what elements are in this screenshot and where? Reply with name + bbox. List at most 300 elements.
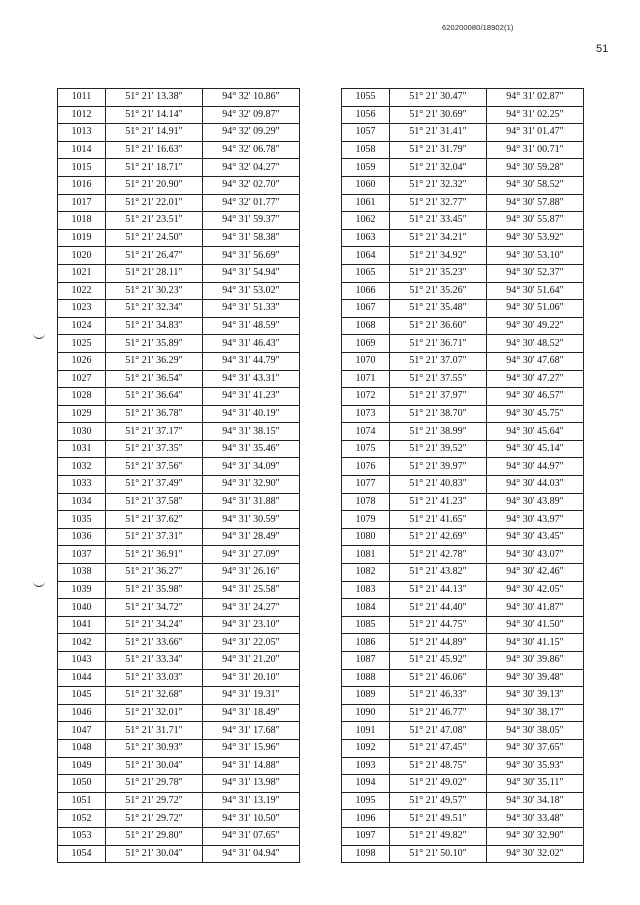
point-number-cell: 1064: [342, 247, 390, 265]
table-row: [342, 229, 584, 247]
point-number-cell: 1092: [342, 739, 390, 757]
longitude-cell: 94° 30' 44.97": [487, 458, 584, 476]
latitude-cell: 51° 21' 39.97": [390, 458, 487, 476]
table-row: [342, 141, 584, 159]
table-row: [342, 388, 584, 406]
table-row: [58, 440, 300, 458]
longitude-cell: 94° 31' 20.10": [203, 669, 300, 687]
table-row: [58, 229, 300, 247]
table-row: [342, 124, 584, 142]
point-number-cell: 1026: [58, 352, 106, 370]
table-row: [342, 300, 584, 318]
table-row: [342, 775, 584, 793]
table-row: [342, 335, 584, 353]
longitude-cell: 94° 30' 35.11": [487, 775, 584, 793]
latitude-cell: 51° 21' 32.34": [106, 300, 203, 318]
latitude-cell: 51° 21' 49.02": [390, 775, 487, 793]
latitude-cell: 51° 21' 33.66": [106, 634, 203, 652]
point-number-cell: 1066: [342, 282, 390, 300]
longitude-cell: 94° 31' 46.43": [203, 335, 300, 353]
table-row: [58, 652, 300, 670]
latitude-cell: 51° 21' 32.68": [106, 687, 203, 705]
point-number-cell: 1016: [58, 176, 106, 194]
table-row: [58, 669, 300, 687]
table-row: [342, 704, 584, 722]
longitude-cell: 94° 31' 22.05": [203, 634, 300, 652]
latitude-cell: 51° 21' 37.17": [106, 423, 203, 441]
point-number-cell: 1011: [58, 89, 106, 107]
table-row: [342, 581, 584, 599]
longitude-cell: 94° 30' 45.14": [487, 440, 584, 458]
table-row: [342, 739, 584, 757]
longitude-cell: 94° 31' 35.46": [203, 440, 300, 458]
latitude-cell: 51° 21' 30.47": [390, 89, 487, 107]
latitude-cell: 51° 21' 32.32": [390, 176, 487, 194]
table-row: [58, 194, 300, 212]
table-row: [58, 264, 300, 282]
longitude-cell: 94° 30' 53.92": [487, 229, 584, 247]
table-row: [58, 792, 300, 810]
latitude-cell: 51° 21' 28.11": [106, 264, 203, 282]
latitude-cell: 51° 21' 36.60": [390, 317, 487, 335]
latitude-cell: 51° 21' 38.70": [390, 405, 487, 423]
point-number-cell: 1081: [342, 546, 390, 564]
point-number-cell: 1097: [342, 827, 390, 845]
table-row: [342, 599, 584, 617]
table-row: [342, 564, 584, 582]
longitude-cell: 94° 31' 23.10": [203, 616, 300, 634]
latitude-cell: 51° 21' 37.97": [390, 388, 487, 406]
latitude-cell: 51° 21' 37.55": [390, 370, 487, 388]
longitude-cell: 94° 30' 51.64": [487, 282, 584, 300]
point-number-cell: 1069: [342, 335, 390, 353]
longitude-cell: 94° 31' 13.98": [203, 775, 300, 793]
latitude-cell: 51° 21' 30.04": [106, 757, 203, 775]
longitude-cell: 94° 31' 01.47": [487, 124, 584, 142]
point-number-cell: 1071: [342, 370, 390, 388]
point-number-cell: 1083: [342, 581, 390, 599]
longitude-cell: 94° 30' 38.17": [487, 704, 584, 722]
table-row: [342, 352, 584, 370]
latitude-cell: 51° 21' 42.69": [390, 528, 487, 546]
longitude-cell: 94° 31' 02.87": [487, 89, 584, 107]
point-number-cell: 1040: [58, 599, 106, 617]
latitude-cell: 51° 21' 34.21": [390, 229, 487, 247]
longitude-cell: 94° 30' 53.10": [487, 247, 584, 265]
longitude-cell: 94° 32' 02.70": [203, 176, 300, 194]
longitude-cell: 94° 30' 43.97": [487, 511, 584, 529]
latitude-cell: 51° 21' 47.08": [390, 722, 487, 740]
longitude-cell: 94° 31' 54.94": [203, 264, 300, 282]
latitude-cell: 51° 21' 34.92": [390, 247, 487, 265]
table-row: [58, 282, 300, 300]
table-row: [342, 264, 584, 282]
latitude-cell: 51° 21' 30.93": [106, 739, 203, 757]
latitude-cell: 51° 21' 47.45": [390, 739, 487, 757]
longitude-cell: 94° 30' 32.90": [487, 827, 584, 845]
binding-mark: [33, 581, 45, 587]
point-number-cell: 1061: [342, 194, 390, 212]
point-number-cell: 1019: [58, 229, 106, 247]
longitude-cell: 94° 31' 10.50": [203, 810, 300, 828]
point-number-cell: 1057: [342, 124, 390, 142]
latitude-cell: 51° 21' 37.49": [106, 476, 203, 494]
longitude-cell: 94° 31' 24.27": [203, 599, 300, 617]
latitude-cell: 51° 21' 50.10": [390, 845, 487, 863]
table-row: [58, 687, 300, 705]
latitude-cell: 51° 21' 34.24": [106, 616, 203, 634]
point-number-cell: 1056: [342, 106, 390, 124]
longitude-cell: 94° 31' 38.15": [203, 423, 300, 441]
latitude-cell: 51° 21' 37.07": [390, 352, 487, 370]
table-row: [58, 476, 300, 494]
table-row: [58, 124, 300, 142]
point-number-cell: 1084: [342, 599, 390, 617]
latitude-cell: 51° 21' 26.47": [106, 247, 203, 265]
table-row: [58, 89, 300, 107]
longitude-cell: 94° 31' 00.71": [487, 141, 584, 159]
longitude-cell: 94° 30' 33.48": [487, 810, 584, 828]
latitude-cell: 51° 21' 29.72": [106, 810, 203, 828]
latitude-cell: 51° 21' 23.51": [106, 212, 203, 230]
longitude-cell: 94° 30' 42.46": [487, 564, 584, 582]
latitude-cell: 51° 21' 36.71": [390, 335, 487, 353]
table-row: [342, 212, 584, 230]
longitude-cell: 94° 31' 13.19": [203, 792, 300, 810]
longitude-cell: 94° 30' 41.50": [487, 616, 584, 634]
point-number-cell: 1087: [342, 652, 390, 670]
point-number-cell: 1062: [342, 212, 390, 230]
table-row: [342, 476, 584, 494]
point-number-cell: 1033: [58, 476, 106, 494]
latitude-cell: 51° 21' 14.91": [106, 124, 203, 142]
table-row: [58, 423, 300, 441]
longitude-cell: 94° 30' 43.07": [487, 546, 584, 564]
latitude-cell: 51° 21' 31.79": [390, 141, 487, 159]
table-row: [342, 194, 584, 212]
table-row: [58, 388, 300, 406]
table-row: [342, 528, 584, 546]
latitude-cell: 51° 21' 36.27": [106, 564, 203, 582]
latitude-cell: 51° 21' 32.01": [106, 704, 203, 722]
table-row: [58, 458, 300, 476]
latitude-cell: 51° 21' 31.41": [390, 124, 487, 142]
table-row: [58, 581, 300, 599]
longitude-cell: 94° 31' 44.79": [203, 352, 300, 370]
longitude-cell: 94° 30' 39.13": [487, 687, 584, 705]
point-number-cell: 1093: [342, 757, 390, 775]
point-number-cell: 1074: [342, 423, 390, 441]
table-row: [58, 827, 300, 845]
longitude-cell: 94° 32' 01.77": [203, 194, 300, 212]
latitude-cell: 51° 21' 46.77": [390, 704, 487, 722]
point-number-cell: 1082: [342, 564, 390, 582]
point-number-cell: 1020: [58, 247, 106, 265]
latitude-cell: 51° 21' 36.91": [106, 546, 203, 564]
latitude-cell: 51° 21' 22.01": [106, 194, 203, 212]
longitude-cell: 94° 31' 17.68": [203, 722, 300, 740]
latitude-cell: 51° 21' 36.54": [106, 370, 203, 388]
longitude-cell: 94° 31' 48.59": [203, 317, 300, 335]
longitude-cell: 94° 30' 43.89": [487, 493, 584, 511]
longitude-cell: 94° 30' 59.28": [487, 159, 584, 177]
longitude-cell: 94° 32' 06.78": [203, 141, 300, 159]
table-row: [58, 106, 300, 124]
longitude-cell: 94° 30' 57.88": [487, 194, 584, 212]
latitude-cell: 51° 21' 13.38": [106, 89, 203, 107]
latitude-cell: 51° 21' 32.04": [390, 159, 487, 177]
longitude-cell: 94° 31' 28.49": [203, 528, 300, 546]
latitude-cell: 51° 21' 46.06": [390, 669, 487, 687]
latitude-cell: 51° 21' 42.78": [390, 546, 487, 564]
longitude-cell: 94° 31' 34.09": [203, 458, 300, 476]
point-number-cell: 1054: [58, 845, 106, 863]
longitude-cell: 94° 31' 56.69": [203, 247, 300, 265]
table-row: [58, 810, 300, 828]
longitude-cell: 94° 31' 27.09": [203, 546, 300, 564]
point-number-cell: 1068: [342, 317, 390, 335]
longitude-cell: 94° 31' 14.88": [203, 757, 300, 775]
longitude-cell: 94° 30' 39.48": [487, 669, 584, 687]
point-number-cell: 1075: [342, 440, 390, 458]
table-row: [58, 159, 300, 177]
latitude-cell: 51° 21' 34.72": [106, 599, 203, 617]
longitude-cell: 94° 32' 10.86": [203, 89, 300, 107]
table-row: [58, 564, 300, 582]
longitude-cell: 94° 30' 41.87": [487, 599, 584, 617]
latitude-cell: 51° 21' 41.23": [390, 493, 487, 511]
longitude-cell: 94° 30' 38.05": [487, 722, 584, 740]
longitude-cell: 94° 31' 53.02": [203, 282, 300, 300]
longitude-cell: 94° 30' 45.75": [487, 405, 584, 423]
table-row: [342, 405, 584, 423]
point-number-cell: 1014: [58, 141, 106, 159]
point-number-cell: 1078: [342, 493, 390, 511]
point-number-cell: 1041: [58, 616, 106, 634]
point-number-cell: 1077: [342, 476, 390, 494]
longitude-cell: 94° 31' 21.20": [203, 652, 300, 670]
point-number-cell: 1022: [58, 282, 106, 300]
longitude-cell: 94° 30' 52.37": [487, 264, 584, 282]
latitude-cell: 51° 21' 37.35": [106, 440, 203, 458]
longitude-cell: 94° 30' 51.06": [487, 300, 584, 318]
longitude-cell: 94° 30' 42.05": [487, 581, 584, 599]
point-number-cell: 1094: [342, 775, 390, 793]
table-row: [342, 247, 584, 265]
table-row: [58, 757, 300, 775]
latitude-cell: 51° 21' 46.33": [390, 687, 487, 705]
longitude-cell: 94° 30' 43.45": [487, 528, 584, 546]
table-row: [342, 159, 584, 177]
longitude-cell: 94° 31' 31.88": [203, 493, 300, 511]
latitude-cell: 51° 21' 32.77": [390, 194, 487, 212]
longitude-cell: 94° 31' 58.38": [203, 229, 300, 247]
latitude-cell: 51° 21' 37.62": [106, 511, 203, 529]
latitude-cell: 51° 21' 44.75": [390, 616, 487, 634]
table-row: [342, 423, 584, 441]
table-row: [342, 546, 584, 564]
latitude-cell: 51° 21' 33.45": [390, 212, 487, 230]
table-row: [58, 845, 300, 863]
latitude-cell: 51° 21' 38.99": [390, 423, 487, 441]
point-number-cell: 1091: [342, 722, 390, 740]
point-number-cell: 1049: [58, 757, 106, 775]
point-number-cell: 1076: [342, 458, 390, 476]
point-number-cell: 1042: [58, 634, 106, 652]
latitude-cell: 51° 21' 49.57": [390, 792, 487, 810]
latitude-cell: 51° 21' 44.13": [390, 581, 487, 599]
latitude-cell: 51° 21' 48.75": [390, 757, 487, 775]
point-number-cell: 1065: [342, 264, 390, 282]
point-number-cell: 1096: [342, 810, 390, 828]
point-number-cell: 1045: [58, 687, 106, 705]
latitude-cell: 51° 21' 36.64": [106, 388, 203, 406]
point-number-cell: 1034: [58, 493, 106, 511]
coordinate-table-right: [341, 88, 584, 863]
latitude-cell: 51° 21' 44.89": [390, 634, 487, 652]
latitude-cell: 51° 21' 41.65": [390, 511, 487, 529]
point-number-cell: 1017: [58, 194, 106, 212]
latitude-cell: 51° 21' 49.82": [390, 827, 487, 845]
latitude-cell: 51° 21' 30.69": [390, 106, 487, 124]
point-number-cell: 1018: [58, 212, 106, 230]
longitude-cell: 94° 31' 07.65": [203, 827, 300, 845]
longitude-cell: 94° 30' 45.64": [487, 423, 584, 441]
point-number-cell: 1053: [58, 827, 106, 845]
latitude-cell: 51° 21' 20.90": [106, 176, 203, 194]
latitude-cell: 51° 21' 29.80": [106, 827, 203, 845]
point-number-cell: 1037: [58, 546, 106, 564]
point-number-cell: 1088: [342, 669, 390, 687]
point-number-cell: 1070: [342, 352, 390, 370]
table-row: [342, 106, 584, 124]
table-row: [342, 722, 584, 740]
table-row: [58, 405, 300, 423]
point-number-cell: 1012: [58, 106, 106, 124]
point-number-cell: 1050: [58, 775, 106, 793]
point-number-cell: 1085: [342, 616, 390, 634]
table-row: [58, 300, 300, 318]
longitude-cell: 94° 30' 39.86": [487, 652, 584, 670]
table-row: [58, 634, 300, 652]
latitude-cell: 51° 21' 37.31": [106, 528, 203, 546]
point-number-cell: 1025: [58, 335, 106, 353]
longitude-cell: 94° 30' 55.87": [487, 212, 584, 230]
point-number-cell: 1079: [342, 511, 390, 529]
point-number-cell: 1032: [58, 458, 106, 476]
latitude-cell: 51° 21' 36.78": [106, 405, 203, 423]
longitude-cell: 94° 31' 59.37": [203, 212, 300, 230]
longitude-cell: 94° 32' 04.27": [203, 159, 300, 177]
latitude-cell: 51° 21' 40.83": [390, 476, 487, 494]
longitude-cell: 94° 31' 32.90": [203, 476, 300, 494]
latitude-cell: 51° 21' 35.48": [390, 300, 487, 318]
latitude-cell: 51° 21' 30.23": [106, 282, 203, 300]
table-row: [342, 176, 584, 194]
table-row: [342, 827, 584, 845]
latitude-cell: 51° 21' 35.23": [390, 264, 487, 282]
latitude-cell: 51° 21' 16.63": [106, 141, 203, 159]
table-row: [58, 176, 300, 194]
point-number-cell: 1055: [342, 89, 390, 107]
point-number-cell: 1048: [58, 739, 106, 757]
table-row: [58, 335, 300, 353]
longitude-cell: 94° 31' 02.25": [487, 106, 584, 124]
point-number-cell: 1039: [58, 581, 106, 599]
table-row: [342, 845, 584, 863]
latitude-cell: 51° 21' 29.72": [106, 792, 203, 810]
point-number-cell: 1052: [58, 810, 106, 828]
longitude-cell: 94° 30' 32.02": [487, 845, 584, 863]
longitude-cell: 94° 32' 09.29": [203, 124, 300, 142]
point-number-cell: 1063: [342, 229, 390, 247]
longitude-cell: 94° 30' 37.65": [487, 739, 584, 757]
latitude-cell: 51° 21' 36.29": [106, 352, 203, 370]
table-row: [342, 687, 584, 705]
longitude-cell: 94° 30' 34.18": [487, 792, 584, 810]
longitude-cell: 94° 30' 48.52": [487, 335, 584, 353]
latitude-cell: 51° 21' 31.71": [106, 722, 203, 740]
longitude-cell: 94° 31' 26.16": [203, 564, 300, 582]
latitude-cell: 51° 21' 35.26": [390, 282, 487, 300]
longitude-cell: 94° 30' 58.52": [487, 176, 584, 194]
table-row: [342, 317, 584, 335]
latitude-cell: 51° 21' 14.14": [106, 106, 203, 124]
table-row: [58, 528, 300, 546]
point-number-cell: 1086: [342, 634, 390, 652]
table-row: [342, 810, 584, 828]
table-row: [58, 704, 300, 722]
point-number-cell: 1072: [342, 388, 390, 406]
longitude-cell: 94° 31' 25.58": [203, 581, 300, 599]
longitude-cell: 94° 32' 09.87": [203, 106, 300, 124]
table-row: [342, 440, 584, 458]
table-row: [342, 370, 584, 388]
latitude-cell: 51° 21' 37.58": [106, 493, 203, 511]
longitude-cell: 94° 31' 43.31": [203, 370, 300, 388]
latitude-cell: 51° 21' 45.92": [390, 652, 487, 670]
latitude-cell: 51° 21' 24.50": [106, 229, 203, 247]
point-number-cell: 1015: [58, 159, 106, 177]
latitude-cell: 51° 21' 30.04": [106, 845, 203, 863]
coordinate-table-left: [57, 88, 300, 863]
longitude-cell: 94° 30' 47.27": [487, 370, 584, 388]
latitude-cell: 51° 21' 39.52": [390, 440, 487, 458]
table-row: [58, 370, 300, 388]
longitude-cell: 94° 31' 19.31": [203, 687, 300, 705]
table-row: [58, 775, 300, 793]
point-number-cell: 1013: [58, 124, 106, 142]
table-row: [58, 599, 300, 617]
point-number-cell: 1044: [58, 669, 106, 687]
point-number-cell: 1095: [342, 792, 390, 810]
table-row: [58, 546, 300, 564]
table-row: [58, 352, 300, 370]
latitude-cell: 51° 21' 43.82": [390, 564, 487, 582]
table-row: [58, 247, 300, 265]
point-number-cell: 1059: [342, 159, 390, 177]
longitude-cell: 94° 30' 44.03": [487, 476, 584, 494]
latitude-cell: 51° 21' 33.34": [106, 652, 203, 670]
point-number-cell: 1023: [58, 300, 106, 318]
point-number-cell: 1031: [58, 440, 106, 458]
point-number-cell: 1060: [342, 176, 390, 194]
latitude-cell: 51° 21' 37.56": [106, 458, 203, 476]
point-number-cell: 1036: [58, 528, 106, 546]
page-number: 51: [596, 43, 609, 55]
table-row: [58, 493, 300, 511]
latitude-cell: 51° 21' 18.71": [106, 159, 203, 177]
